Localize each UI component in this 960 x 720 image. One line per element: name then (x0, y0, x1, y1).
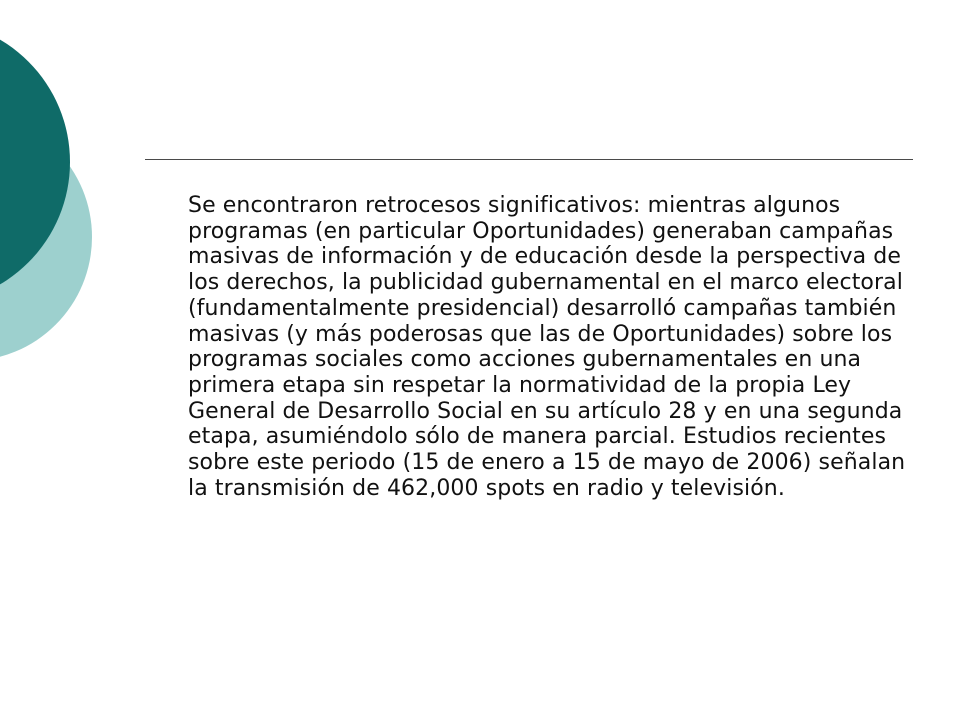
title-divider-line (145, 159, 913, 160)
slide-body-text: Se encontraron retrocesos significativos: mientras algunos programas (en particular Oportunidades) generaban campañas masivas de información y de educación desde la perspectiva de los derechos, la publicidad gubernamental en el marco electoral (fundamentalmente presidencial) desarrolló campañas también masivas (y más poderosas que las de Oportunidades) sobre los programas sociales como acciones gubernamentales en una primera etapa sin respetar la normatividad de la propia Ley General de Desarrollo Social en su artículo 28 y en una segunda etapa, asumiéndolo sólo de manera parcial. Estudios recientes sobre este periodo (15 de enero a 15 de mayo de 2006) señalan la transmisión de 462,000 spots en radio y televisión. (188, 193, 906, 501)
decorative-circles (0, 0, 160, 420)
